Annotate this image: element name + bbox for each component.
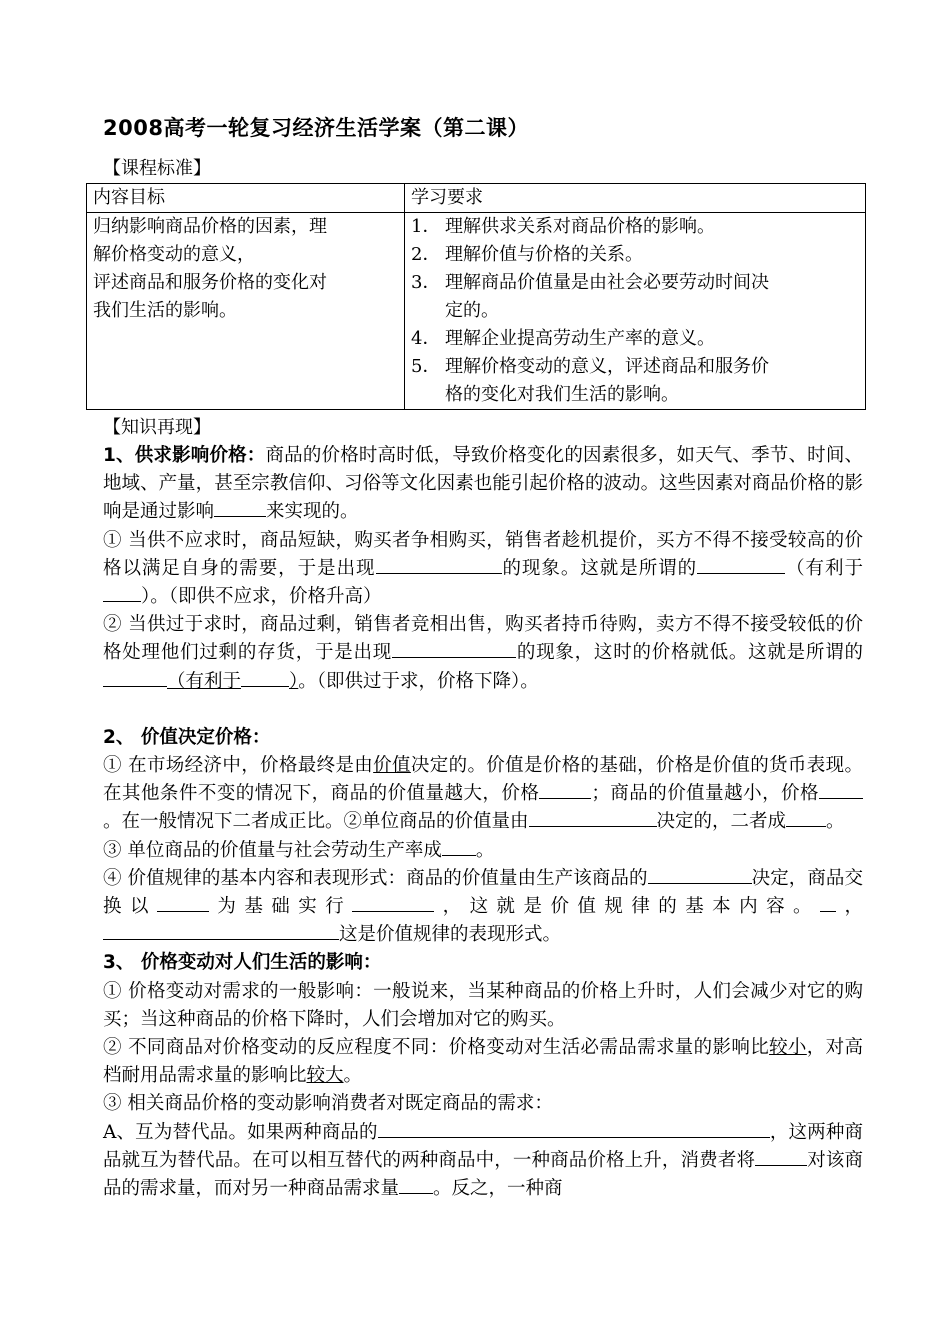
knowledge-body bbox=[103, 442, 863, 1203]
section-1-text: （有利于 bbox=[785, 557, 863, 579]
section-2-text: ④ 价值规律的基本内容和表现形式：商品的价值量由生产该商品的 bbox=[103, 867, 648, 889]
section-2-point-1 bbox=[103, 752, 863, 837]
requirement-number: 3． bbox=[411, 272, 441, 293]
fill-blank[interactable] bbox=[529, 808, 657, 827]
fill-blank[interactable] bbox=[376, 555, 502, 574]
section-2-heading-line bbox=[103, 724, 863, 752]
knowledge-header: 【知识再现】 bbox=[103, 417, 211, 438]
section-2-text: 决定的，二者成 bbox=[656, 811, 787, 833]
requirement-item bbox=[411, 241, 859, 269]
requirement-number: 5． bbox=[411, 356, 441, 377]
fill-blank[interactable] bbox=[697, 555, 785, 574]
content-goal-line: 我们生活的影响。 bbox=[93, 300, 237, 321]
section-3-text: ，这两种商品就互为替代品。在可以相互替代的两种商品中，一种商品价格上升，消费者将 bbox=[103, 1121, 863, 1171]
fill-blank[interactable] bbox=[819, 780, 863, 799]
requirement-item bbox=[411, 353, 859, 409]
section-2-point-3 bbox=[103, 837, 863, 865]
section-1-text: ① 当供不应求时，商品短缺，购买者争相购买，销售者趁机提价，买方不得不接受较高的价格以满足自身的需要，于是出现 bbox=[103, 529, 863, 579]
section-3-heading: 3、 价格变动对人们生活的影响： bbox=[103, 952, 382, 974]
section-1-text: 。（即供过于求，价格下降）。 bbox=[298, 670, 539, 692]
fill-blank[interactable] bbox=[103, 668, 167, 687]
section-1-text: ） bbox=[289, 670, 299, 692]
section-1-text: 的现象，这时的价格就低。这就是所谓的 bbox=[516, 642, 863, 664]
fill-blank[interactable] bbox=[786, 808, 826, 827]
section-3-text: ② 不同商品对价格变动的反应程度不同：价格变动对生活必需品需求量的影响比 bbox=[103, 1037, 770, 1059]
requirement-item bbox=[411, 213, 859, 241]
requirement-text: 理解价格变动的意义，评述商品和服务价 bbox=[445, 356, 769, 377]
content-goal-cell bbox=[87, 213, 405, 410]
fill-blank[interactable] bbox=[214, 498, 266, 517]
section-1-heading: 1、供求影响价格： bbox=[103, 445, 266, 466]
section-1-intro bbox=[103, 442, 863, 527]
fill-blank[interactable] bbox=[241, 668, 289, 687]
fill-blank[interactable] bbox=[352, 893, 434, 912]
fill-blank[interactable] bbox=[820, 893, 836, 912]
section-1-text: ② 当供过于求时，商品过剩，销售者竞相出售，购买者持币待购，卖方不得不接受较低的价格处理他们过剩的存货，于是出现 bbox=[103, 614, 863, 664]
fill-blank[interactable] bbox=[157, 893, 209, 912]
fill-blank[interactable] bbox=[442, 837, 476, 856]
section-2-underlined: 价值 bbox=[373, 755, 411, 777]
requirement-text: 理解企业提高劳动生产率的意义。 bbox=[445, 328, 715, 349]
requirements-cell bbox=[405, 213, 866, 410]
document-title: 2008高考一轮复习经济生活学案（第二课） bbox=[103, 116, 529, 140]
section-1-point-1 bbox=[103, 527, 863, 612]
requirements-list bbox=[411, 213, 859, 409]
section-3-text: 对该商品的需求量，而对另一种商品需求量 bbox=[103, 1149, 863, 1200]
fill-blank[interactable] bbox=[392, 639, 516, 658]
section-1-text: 的现象。这就是所谓的 bbox=[501, 557, 698, 579]
section-2-text: 这是价值规律的表现形式。 bbox=[339, 924, 562, 946]
fill-blank[interactable] bbox=[103, 583, 141, 602]
section-2-text: ，这就是价值规律的基本内容。 bbox=[434, 896, 821, 918]
fill-blank[interactable] bbox=[103, 921, 339, 940]
section-3-text: 。 bbox=[343, 1065, 363, 1087]
section-1-text: 商品的价格时高时低，导致价格变化的因素很多，如天气、季节、时间、地域、产量，甚至宗教信仰、习俗等文化因素也能引起价格的波动。这些因素对商品价格的影响是通过影响 bbox=[103, 445, 863, 523]
section-2-text: ， bbox=[836, 896, 863, 918]
table-header-requirements: 学习要求 bbox=[405, 184, 866, 213]
table-body-row bbox=[87, 213, 866, 410]
section-3-point-1: ① 价格变动对需求的一般影响：一般说来，当某种商品的价格上升时，人们会减少对它的购买；当这种商品的价格下降时，人们会增加对它的购买。 bbox=[103, 980, 863, 1030]
section-2-text: ③ 单位商品的价值量与社会劳动生产率成 bbox=[103, 839, 442, 861]
spacer bbox=[103, 696, 863, 724]
section-1-text: （有利于 bbox=[167, 670, 242, 692]
course-standard-table bbox=[86, 183, 866, 410]
requirement-number: 2． bbox=[411, 244, 441, 265]
requirement-text: 格的变化对我们生活的影响。 bbox=[445, 384, 679, 405]
requirement-number: 4． bbox=[411, 328, 441, 349]
section-2-text: ① 在市场经济中，价格最终是由 bbox=[103, 755, 374, 777]
section-3-underlined: 较小 bbox=[769, 1037, 807, 1059]
section-2-point-4 bbox=[103, 865, 863, 950]
section-2-text: 。 bbox=[475, 839, 495, 861]
requirement-text: 理解商品价值量是由社会必要劳动时间决 bbox=[445, 272, 769, 293]
requirement-number: 1． bbox=[411, 216, 441, 237]
fill-blank[interactable] bbox=[399, 1175, 433, 1194]
section-2-text: 为基础实行 bbox=[208, 896, 353, 918]
section-3-text: A、互为替代品。如果两种商品的 bbox=[103, 1121, 378, 1143]
fill-blank[interactable] bbox=[648, 865, 752, 884]
section-2-text: ；商品的价值量越小，价格 bbox=[591, 783, 819, 805]
section-1-point-2 bbox=[103, 611, 863, 696]
course-standard-header: 【课程标准】 bbox=[103, 158, 211, 179]
fill-blank[interactable] bbox=[539, 780, 591, 799]
table-header-row bbox=[87, 184, 866, 213]
section-3-point-2 bbox=[103, 1034, 863, 1090]
section-3-underlined: 较大 bbox=[306, 1065, 344, 1087]
section-2-text: 决定的。价值是价格的基础，价格是价值的货币表现。在其他条件不变的情况下，商品的价值量越大，价格 bbox=[103, 755, 863, 805]
table-header-content-goal: 内容目标 bbox=[87, 184, 405, 213]
requirement-item bbox=[411, 325, 859, 353]
section-3-point-a bbox=[103, 1119, 863, 1204]
fill-blank[interactable] bbox=[378, 1119, 770, 1138]
section-3-point-3: ③ 相关商品价格的变动影响消费者对既定商品的需求： bbox=[103, 1093, 553, 1115]
section-1-text: 来实现的。 bbox=[266, 501, 359, 523]
section-2-heading: 2、 价值决定价格： bbox=[103, 726, 271, 748]
requirement-item bbox=[411, 269, 859, 325]
section-3-heading-line bbox=[103, 949, 863, 977]
requirement-text: 理解价值与价格的关系。 bbox=[445, 244, 643, 265]
content-goal-line: 评述商品和服务价格的变化对 bbox=[93, 272, 327, 293]
requirement-text: 定的。 bbox=[445, 300, 499, 321]
section-2-text: 决定，商品交换以 bbox=[103, 867, 863, 918]
section-2-text: 。在一般情况下二者成正比。②单位商品的价值量由 bbox=[103, 811, 529, 833]
section-3-text: ，对高档耐用品需求量的影响比 bbox=[103, 1037, 863, 1087]
content-goal-line: 归纳影响商品价格的因素，理 bbox=[93, 216, 327, 237]
section-2-text: 。 bbox=[826, 811, 845, 833]
requirement-text: 理解供求关系对商品价格的影响。 bbox=[445, 216, 715, 237]
content-goal-line: 解价格变动的意义， bbox=[93, 244, 255, 265]
fill-blank[interactable] bbox=[755, 1147, 807, 1166]
section-1-text: ）。（即供不应求，价格升高） bbox=[141, 586, 382, 608]
section-3-text: 。反之，一种商 bbox=[433, 1178, 563, 1200]
